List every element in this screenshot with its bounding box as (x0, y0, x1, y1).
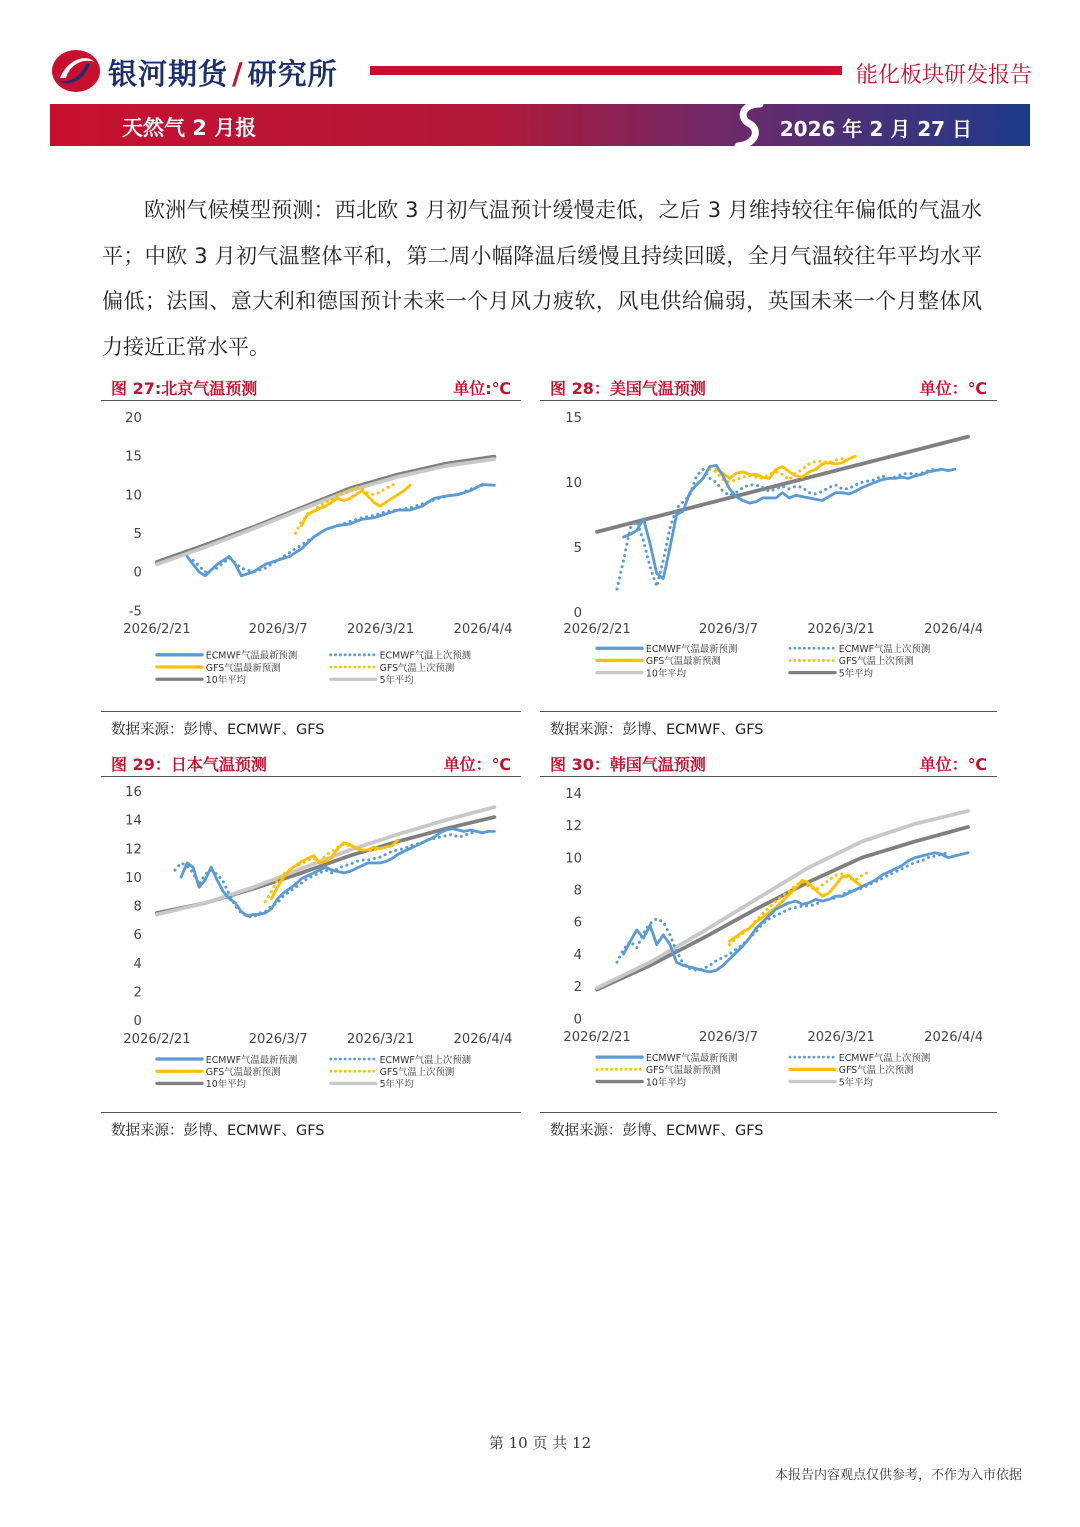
legend-label: GFS气温上次预测 (838, 1065, 914, 1077)
legend-label: ECMWF气温最新预测 (205, 650, 298, 662)
y-tick-label: 8 (133, 899, 142, 915)
y-tick-label: 8 (573, 883, 583, 899)
figure-source: 数据来源：彭博、ECMWF、GFS (111, 722, 325, 738)
figure-header (101, 750, 521, 777)
y-tick-label: 10 (565, 851, 583, 867)
figure-footer (101, 711, 521, 738)
y-tick-label: 6 (133, 928, 142, 944)
report-title: 天然气 2 月报 (122, 116, 257, 140)
x-tick-label: 2026/3/7 (248, 622, 308, 638)
legend-label: GFS气温上次预测 (379, 1066, 455, 1078)
chart-beijing-temperature (101, 404, 521, 714)
legend-label: ECMWF气温上次预测 (838, 644, 931, 655)
title-band (50, 104, 1030, 146)
legend-label: 5年平均 (838, 668, 873, 680)
y-tick-label: 10 (125, 870, 142, 886)
chart-korea-temperature (540, 780, 997, 1090)
series-line-5 (157, 459, 494, 564)
figure-footer (540, 711, 997, 738)
series-line-5 (597, 437, 968, 532)
page-number: 第 10 页 共 12 (488, 1434, 592, 1452)
brand-sub: 研究所 (247, 57, 338, 91)
legend-label: 10年平均 (205, 1079, 246, 1090)
x-tick-label: 2026/4/4 (924, 622, 984, 638)
disclaimer: 本报告内容观点仅供参考，不作为入市依据 (774, 1468, 1022, 1483)
figure-footer (540, 1112, 997, 1139)
y-tick-label: 5 (133, 526, 142, 542)
legend-label: 10年平均 (205, 675, 246, 686)
y-tick-label: 10 (565, 475, 583, 491)
figure-title: 图 27:北京气温预测 (111, 379, 258, 398)
legend-label: ECMWF气温上次预测 (838, 1052, 931, 1064)
legend-label: ECMWF气温上次预测 (379, 650, 472, 662)
page-header (0, 0, 1080, 150)
galaxy-logo-icon (50, 48, 102, 94)
x-tick-label: 2026/4/4 (924, 1030, 984, 1046)
figure-footer (101, 1112, 521, 1139)
y-tick-label: -5 (128, 604, 142, 620)
figure-source: 数据来源：彭博、ECMWF、GFS (550, 722, 764, 738)
x-tick-label: 2026/2/21 (123, 1032, 191, 1048)
legend-label: GFS气温上次预测 (379, 662, 455, 674)
y-tick-label: 15 (565, 410, 583, 426)
y-tick-label: 0 (573, 606, 583, 622)
x-tick-label: 2026/3/21 (346, 1032, 415, 1048)
x-tick-label: 2026/2/21 (563, 622, 631, 638)
x-tick-label: 2026/2/21 (123, 622, 191, 638)
brand-main: 银河期货 (108, 57, 229, 91)
report-date: 2026 年 2 月 27 日 (779, 117, 972, 141)
legend-label: ECMWF气温最新预测 (205, 1054, 298, 1066)
x-tick-label: 2026/3/7 (698, 1030, 758, 1046)
y-tick-label: 0 (133, 1014, 142, 1030)
x-tick-label: 2026/4/4 (453, 1032, 513, 1048)
y-tick-label: 4 (133, 956, 142, 972)
figure-header (101, 374, 521, 401)
y-tick-label: 12 (125, 842, 142, 858)
series-line-1 (175, 833, 476, 918)
legend-label: 5年平均 (838, 1077, 873, 1089)
y-tick-label: 12 (565, 819, 583, 835)
figure-source: 数据来源：彭博、ECMWF、GFS (111, 1123, 325, 1139)
x-tick-label: 2026/3/7 (248, 1032, 308, 1048)
series-line-0 (181, 829, 494, 916)
figure-title: 图 30：韩国气温预测 (550, 755, 706, 774)
figure-unit: 单位:℃ (453, 379, 511, 398)
legend-label: GFS气温上次预测 (838, 656, 914, 668)
y-tick-label: 14 (125, 813, 142, 829)
legend-label: ECMWF气温最新预测 (645, 1052, 738, 1064)
y-tick-label: 5 (573, 541, 583, 557)
y-tick-label: 10 (125, 488, 142, 504)
chart-us-temperature (540, 404, 997, 714)
y-tick-label: 4 (573, 947, 583, 963)
legend-label: GFS气温最新预测 (205, 662, 281, 674)
figure-header (540, 750, 997, 777)
legend-label: ECMWF气温上次预测 (379, 1054, 472, 1066)
series-line-2 (716, 456, 855, 478)
legend-label: 10年平均 (645, 1077, 686, 1089)
x-tick-label: 2026/3/21 (807, 1030, 875, 1046)
figure-unit: 单位：℃ (919, 379, 987, 398)
x-tick-label: 2026/4/4 (453, 622, 513, 638)
y-tick-label: 15 (125, 449, 142, 465)
x-tick-label: 2026/3/21 (346, 622, 415, 638)
report-type: 能化板块研发报告 (855, 63, 1032, 88)
y-tick-label: 20 (125, 410, 142, 426)
y-tick-label: 6 (573, 915, 583, 931)
x-tick-label: 2026/3/21 (807, 622, 875, 638)
legend-label: 5年平均 (379, 1079, 414, 1090)
legend-label: 10年平均 (645, 668, 686, 680)
x-tick-label: 2026/2/21 (563, 1030, 631, 1046)
figure-title: 图 28：美国气温预测 (550, 379, 706, 398)
series-line-4 (597, 827, 968, 990)
chart-japan-temperature (101, 780, 521, 1090)
body-paragraph: 欧洲气候模型预测：西北欧 3 月初气温预计缓慢走低，之后 3 月维持较往年偏低的气温水平；中欧 3 月初气温整体平和，第二周小幅降温后缓慢且持续回暖，全月气温较往年平均水平偏低；法国、意大利和德国预计未来一个月风力疲软，风电供给偏弱，英国未来一个月整体风力接近正常水平。 (102, 198, 982, 359)
y-tick-label: 0 (133, 565, 142, 581)
legend-label: 5年平均 (379, 675, 414, 686)
figure-title: 图 29：日本气温预测 (111, 755, 267, 774)
y-tick-label: 2 (133, 985, 142, 1001)
brand-name: 银河期货 / 研究所 (108, 57, 338, 91)
legend-label: GFS气温最新预测 (205, 1066, 281, 1078)
header-red-rule (370, 66, 842, 75)
band-swoosh-icon (730, 100, 770, 150)
legend-label: ECMWF气温最新预测 (645, 644, 738, 655)
y-tick-label: 2 (573, 980, 583, 996)
figure-unit: 单位：℃ (919, 755, 987, 774)
figure-source: 数据来源：彭博、ECMWF、GFS (550, 1123, 764, 1139)
y-tick-label: 16 (125, 784, 142, 800)
y-tick-label: 14 (565, 786, 583, 802)
figure-header (540, 374, 997, 401)
legend-label: GFS气温最新预测 (645, 656, 721, 668)
figure-unit: 单位：℃ (443, 755, 511, 774)
legend-label: GFS气温最新预测 (645, 1065, 721, 1077)
y-tick-label: 0 (573, 1012, 583, 1028)
x-tick-label: 2026/3/7 (698, 622, 758, 638)
